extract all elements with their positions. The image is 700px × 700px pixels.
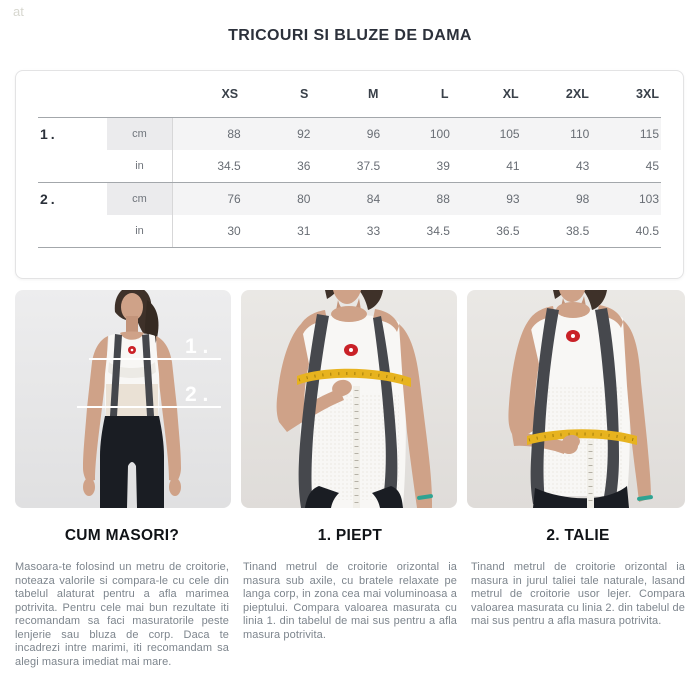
section-chest (243, 521, 457, 669)
unit-label: cm (107, 183, 172, 215)
table-cell: 41 (506, 159, 520, 173)
size-header-3xl: 3XL (636, 87, 659, 101)
row-label: 1. (40, 126, 58, 142)
table-cell: 37.5 (356, 159, 381, 173)
size-header-xs: XS (221, 87, 239, 101)
table-cell: 34.5 (426, 224, 450, 238)
section-heading: 1. PIEPT (317, 527, 383, 544)
table-row-chest-in (38, 150, 661, 182)
table-cell: 40.5 (635, 224, 660, 238)
unit-label: in (135, 225, 144, 237)
table-cell: 36 (297, 159, 311, 173)
row-label (38, 215, 107, 247)
size-header-2xl: 2XL (565, 87, 589, 101)
table-cell: 105 (499, 127, 520, 141)
model-illustration-chest (241, 290, 457, 508)
row-label (38, 150, 107, 182)
size-header-m: M (368, 87, 379, 101)
measure-line-1 (89, 358, 221, 360)
measure-label-2: 2 . (185, 383, 209, 406)
size-header-row (38, 71, 661, 117)
table-cell: 80 (297, 192, 311, 206)
table-cell: 36.5 (496, 224, 520, 238)
model-photo-how-to-measure (15, 290, 231, 508)
table-cell: 115 (639, 127, 660, 141)
section-heading: CUM MASORI? (64, 527, 180, 544)
section-waist (471, 521, 685, 669)
table-cell: 93 (506, 192, 520, 206)
measure-label-1: 1 . (185, 335, 209, 358)
section-heading: 2. TALIE (546, 527, 610, 544)
size-header-xl: XL (502, 87, 519, 101)
table-cell: 92 (297, 127, 311, 141)
table-cell: 88 (436, 192, 450, 206)
instruction-sections (15, 521, 685, 669)
table-cell: 88 (227, 127, 241, 141)
table-cell: 96 (366, 127, 381, 141)
size-table-card (15, 70, 684, 279)
table-cell: 38.5 (565, 224, 590, 238)
table-cell: 84 (366, 192, 381, 206)
model-photo-chest-measure (241, 290, 457, 508)
measure-line-2 (77, 406, 221, 408)
table-cell: 39 (436, 159, 450, 173)
size-header-l: L (440, 87, 449, 101)
table-cell: 30 (227, 224, 241, 238)
section-how-to-measure (15, 521, 229, 669)
model-illustration-waist (467, 290, 685, 508)
section-body: Tinand metrul de croitorie orizontal ia masura in jurul taliei tale naturale, lasand metrul de croitorie usor lejer. Compara valoarea masurata cu linia 2. din tabelul de mai sus pentru a afla masura potrivita. (471, 561, 685, 627)
table-cell: 98 (575, 192, 590, 206)
measuring-tape-white (587, 440, 594, 508)
row-label: 2. (40, 191, 58, 207)
table-cell: 34.5 (217, 159, 241, 173)
table-cell: 110 (570, 127, 590, 141)
unit-label: in (135, 160, 144, 172)
table-cell: 100 (429, 127, 450, 141)
instruction-photos (15, 290, 685, 508)
model-illustration-overview (15, 290, 231, 508)
table-divider (38, 247, 661, 248)
table-row-chest-cm (38, 118, 661, 150)
table-cell: 33 (366, 224, 381, 238)
section-body: Masoara-te folosind un metru de croitorie, noteaza valorile si compara-le cu cele din tabelul alaturat pentru a afla marimea potrivita. Pentru cele mai bun rezultate iti recomandam sa faci masuratorile peste lenjerie sau bluza de corp. Daca te incadrezi intre marimi, iti recomandam sa alegi masura imediat mai mare. (15, 561, 229, 668)
table-cell: 76 (227, 192, 241, 206)
table-cell: 31 (297, 224, 311, 238)
table-row-waist-in (38, 215, 661, 247)
model-photo-waist-measure (467, 290, 685, 508)
section-body: Tinand metrul de croitorie orizontal ia masura sub axile, cu bratele relaxate pe langa corp, in zona cea mai voluminoasa a pieptului. Compara valoarea masurata cu linia 1. din tabelul de mai sus pentru a afla masura potrivita. (243, 561, 457, 641)
table-cell: 45 (645, 159, 660, 173)
page-title: TRICOURI SI BLUZE DE DAMA (228, 27, 472, 44)
table-row-waist-cm (38, 183, 661, 215)
cropped-text-artifact: at (13, 4, 24, 19)
unit-label: cm (107, 118, 172, 150)
table-cell: 103 (639, 192, 660, 206)
table-cell: 43 (575, 159, 590, 173)
size-header-s: S (299, 87, 309, 101)
